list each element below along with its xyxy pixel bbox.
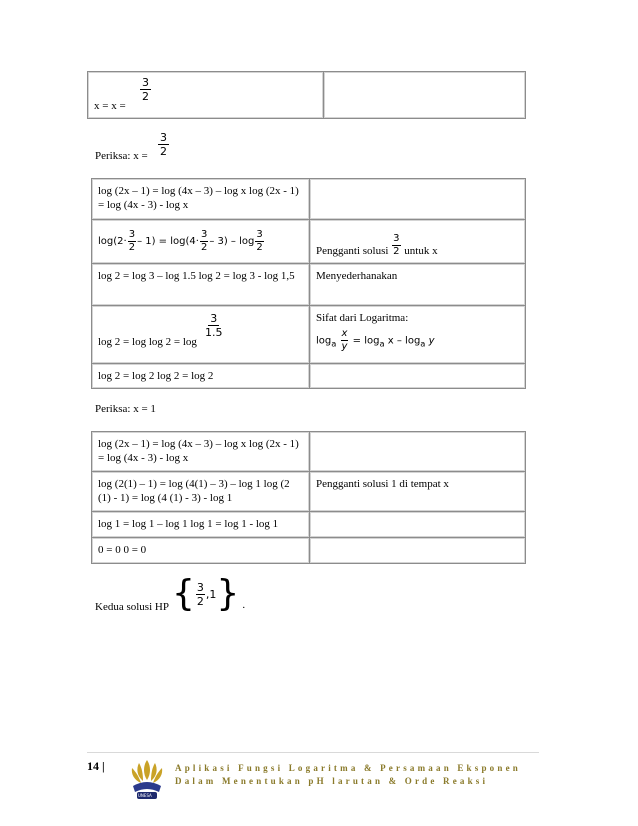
- table-check-2: [91, 431, 526, 564]
- fraction: $\frac{3}{2}$: [256, 229, 263, 253]
- table-cell: [310, 364, 526, 389]
- footer-title: Aplikasi Fungsi Logaritma & Persamaan Eksponen Dalam Menentukan pH larutan & Orde Reaksi: [175, 763, 521, 786]
- page-number: 14 |: [87, 759, 105, 773]
- table-row: [92, 432, 526, 472]
- table-check-1: [91, 178, 526, 389]
- fraction: $\frac{3}{2}$: [196, 580, 204, 608]
- table-top: [87, 71, 526, 119]
- table-row: [92, 538, 526, 564]
- table-cell: [310, 512, 526, 538]
- table-cell: Pengganti solusi 1 di tempat x: [310, 472, 526, 512]
- log-property-formula: $\log_a$ $\frac{x}{y}$ = $\log_a x - \log_a y$: [316, 328, 435, 352]
- footer-divider: [87, 752, 539, 753]
- check-label: Periksa: x = 1: [95, 403, 156, 415]
- fraction: $\frac{3}{2}$: [200, 229, 208, 253]
- table-row: [92, 306, 526, 364]
- table-cell: log(2· $\frac{3}{2}$ – 1) = log(4· $\frac{3}{2}$ – 3) – log $\frac{3}{2}$: [92, 220, 310, 264]
- university-logo: UNESA: [123, 756, 171, 804]
- table-row: [92, 220, 526, 264]
- fraction: $\frac{3}{2}$: [128, 229, 136, 253]
- solution-set: { $\frac{3}{2}$ ,1 } .: [172, 573, 246, 614]
- table-cell: $\frac{3}{1.5}$ log 2 = log log 2 = log: [92, 306, 310, 364]
- table-row: [92, 472, 526, 512]
- table-cell: [324, 72, 526, 119]
- equation-text: x = x =: [94, 100, 126, 112]
- table-row: [88, 72, 526, 119]
- table-cell: Pengganti solusi $\frac{3}{2}$ untuk x: [310, 220, 526, 264]
- conclusion-label: Kedua solusi HP: [95, 601, 169, 613]
- table-cell: log 2 = log 2 log 2 = log 2: [92, 364, 310, 389]
- fraction: $\frac{3}{2}$: [393, 233, 400, 257]
- table-cell: [310, 432, 526, 472]
- fraction: $\frac{3}{1.5}$: [205, 312, 223, 339]
- table-cell: log (2(1) – 1) = log (4(1) – 3) – log 1 log (2 (1) - 1) = log (4 (1) - 3) - log 1: [92, 472, 310, 512]
- table-cell: Sifat dari Logaritma: $\log_a$ $\frac{x}{y}$ = $\log_a x - \log_a y$: [310, 306, 526, 364]
- table-cell: log 1 = log 1 – log 1 log 1 = log 1 - log 1: [92, 512, 310, 538]
- table-cell: log (2x – 1) = log (4x – 3) – log x log (2x - 1) = log (4x - 3) - log x: [92, 432, 310, 472]
- table-cell: [310, 179, 526, 220]
- fraction: $\frac{x}{y}$: [341, 328, 348, 352]
- table-row: [92, 179, 526, 220]
- table-cell: Menyederhanakan: [310, 264, 526, 306]
- table-row: [92, 512, 526, 538]
- check-label: Periksa: x =: [95, 150, 148, 162]
- table-cell: 0 = 0 0 = 0: [92, 538, 310, 564]
- table-cell: [310, 538, 526, 564]
- table-cell: log 2 = log 3 – log 1.5 log 2 = log 3 - log 1,5: [92, 264, 310, 306]
- fraction: $\frac{3}{2}$: [160, 131, 167, 158]
- table-cell: log (2x – 1) = log (4x – 3) – log x log (2x - 1) = log (4x - 3) - log x: [92, 179, 310, 220]
- table-cell: [88, 72, 324, 119]
- table-row: [92, 264, 526, 306]
- fraction: $\frac{3}{2}$: [142, 76, 149, 103]
- table-row: [92, 364, 526, 389]
